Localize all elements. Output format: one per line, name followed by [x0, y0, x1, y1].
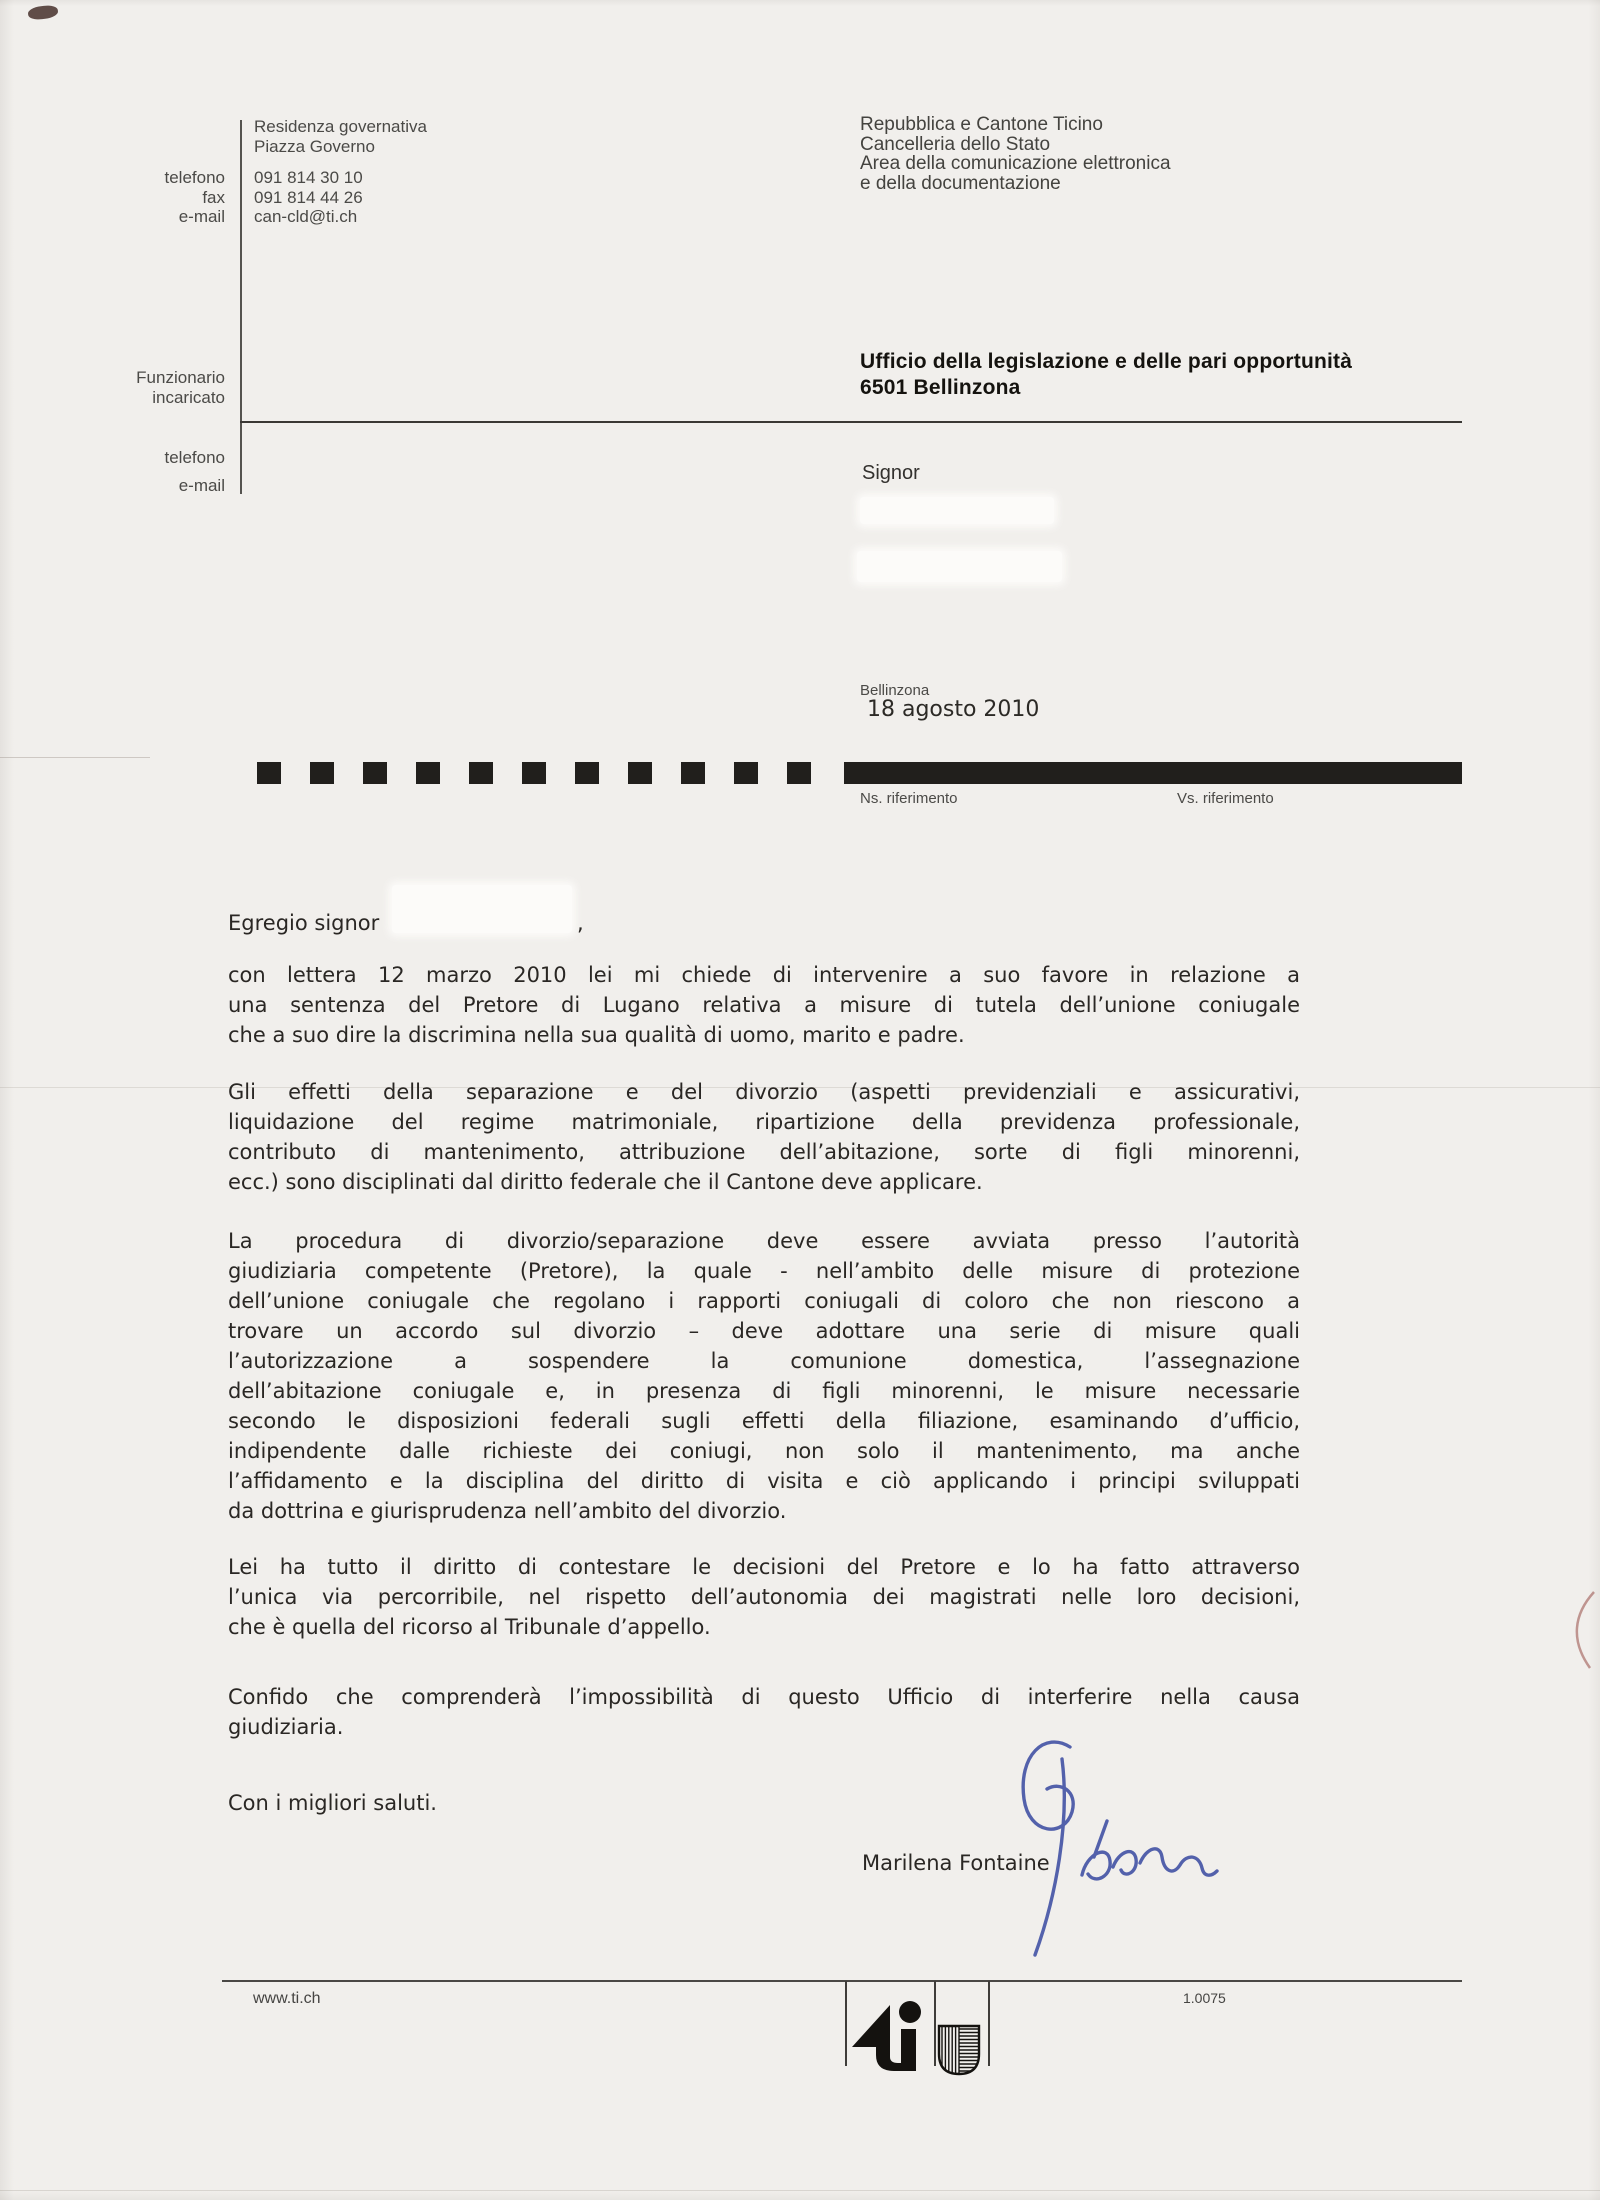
body-line: indipendente dalle richieste dei coniugi, non solo il mantenimento, ma anche [228, 1439, 1300, 1463]
org-line: Area della comunicazione elettronica [860, 153, 1171, 174]
your-reference-label: Vs. riferimento [1177, 790, 1274, 807]
body-line: l’affidamento e la disciplina del diritto di visita e ciò applicando i principi sviluppati [228, 1469, 1300, 1493]
separator-squares [257, 762, 811, 784]
email-value: can-cld@ti.ch [254, 207, 358, 226]
closing-salutation: Con i migliori saluti. [228, 1791, 437, 1815]
paragraph-1 [228, 960, 1300, 1050]
organisation-block [860, 115, 1171, 193]
scan-mark-top-left [27, 4, 58, 21]
footer-divider-1 [845, 1981, 847, 2066]
ti-logo-icon [851, 2001, 921, 2071]
signer-name: Marilena Fontaine [862, 1851, 1050, 1875]
redacted-recipient-name [392, 885, 572, 933]
ticino-shield-icon [937, 2024, 981, 2076]
redacted-addressee-name [860, 497, 1054, 524]
funzionario-label: Funzionario [136, 368, 225, 387]
fax-label: fax [202, 187, 225, 207]
letterhead-horizontal-rule [240, 421, 1462, 423]
body-line: Gli effetti della separazione e del divorzio (aspetti previdenziali e assicurativi, [228, 1080, 1300, 1104]
scan-edge-bottom [0, 2190, 1600, 2191]
body-line: con lettera 12 marzo 2010 lei mi chiede di intervenire a suo favore in relazione a [228, 963, 1300, 987]
fold-crease-upper [0, 757, 150, 758]
body-line: trovare un accordo sul divorzio – deve adottare una serie di misure quali [228, 1319, 1300, 1343]
letterhead-vertical-rule [240, 120, 242, 494]
body-line: che a suo dire la discrimina nella sua qualità di uomo, marito e padre. [228, 1023, 965, 1047]
pen-mark-right-margin [1556, 1588, 1600, 1672]
office-city: 6501 Bellinzona [860, 376, 1021, 399]
body-line: una sentenza del Pretore di Lugano relativa a misure di tutela dell’unione coniugale [228, 993, 1300, 1017]
salutation-comma: , [577, 911, 584, 935]
body-line: l’autorizzazione a sospendere la comunione domestica, l’assegnazione [228, 1349, 1300, 1373]
body-line: secondo le disposizioni federali sugli effetti della filiazione, esaminando d’ufficio, [228, 1409, 1300, 1433]
footer-divider-2 [934, 1981, 936, 2066]
salutation: Egregio signor [228, 911, 380, 935]
body-line: Lei ha tutto il diritto di contestare le decisioni del Pretore e lo ha fatto attraverso [228, 1555, 1300, 1579]
org-line: e della documentazione [860, 172, 1061, 194]
address-line: Residenza governativa [254, 117, 427, 136]
body-line: ecc.) sono disciplinati dal diritto federale che il Cantone deve applicare. [228, 1170, 983, 1194]
telefono-label: telefono [164, 168, 225, 187]
org-line: Cancelleria dello Stato [860, 133, 1051, 155]
paragraph-3 [228, 1226, 1300, 1526]
official-email-label: e-mail [178, 476, 225, 495]
footer-doc-code: 1.0075 [1183, 1990, 1226, 2006]
body-line: La procedura di divorzio/separazione deve essere avviata presso l’autorità [228, 1229, 1300, 1253]
body-line: da dottrina e giurisprudenza nell’ambito del divorzio. [228, 1499, 787, 1523]
address-line: Piazza Governo [254, 137, 375, 156]
separator-bar [844, 762, 1462, 784]
body-line: Confido che comprenderà l’impossibilità di questo Ufficio di interferire nella causa [228, 1685, 1300, 1709]
body-line: l’unica via percorribile, nel rispetto dell’autonomia dei magistrati nelle loro decisioni, [228, 1585, 1300, 1609]
office-name: Ufficio della legislazione e delle pari opportunità [860, 350, 1353, 373]
incaricato-label: incaricato [152, 387, 225, 407]
contact-labels-block [60, 168, 225, 227]
date-value: 18 agosto 2010 [867, 697, 1040, 722]
footer-rule [222, 1980, 1462, 1982]
body-line: giudiziaria competente (Pretore), la quale - nell’ambito delle misure di protezione [228, 1259, 1300, 1283]
footer-divider-3 [988, 1981, 990, 2066]
address-block [254, 117, 427, 157]
email-label: e-mail [178, 207, 225, 226]
footer-website: www.ti.ch [253, 1990, 321, 2007]
body-line: giudiziaria. [228, 1715, 344, 1739]
official-label-block [60, 368, 225, 407]
our-reference-label: Ns. riferimento [860, 790, 958, 807]
date-place: Bellinzona [860, 682, 930, 699]
paragraph-2 [228, 1077, 1300, 1197]
telefono-value: 091 814 30 10 [254, 168, 363, 187]
fax-value: 091 814 44 26 [254, 187, 363, 207]
contact-values-block [254, 168, 363, 227]
redacted-addressee-address [857, 551, 1062, 582]
official-telefono-label: telefono [164, 448, 225, 467]
body-line: dell’abitazione coniugale e, in presenza di figli minorenni, le misure necessarie [228, 1379, 1300, 1403]
body-line: contributo di mantenimento, attribuzione dell’abitazione, sorte di figli minorenni, [228, 1140, 1300, 1164]
paragraph-4 [228, 1552, 1300, 1642]
sender-office-block [860, 349, 1352, 401]
body-line: dell’unione coniugale che regolano i rapporti coniugali di coloro che non riescono a [228, 1289, 1300, 1313]
org-line: Repubblica e Cantone Ticino [860, 114, 1103, 135]
handwritten-signature [855, 1725, 1235, 1975]
body-line: che è quella del ricorso al Tribunale d’appello. [228, 1615, 711, 1639]
body-line: liquidazione del regime matrimoniale, ripartizione della previdenza professionale, [228, 1110, 1300, 1134]
addressee-title: Signor [862, 462, 920, 484]
